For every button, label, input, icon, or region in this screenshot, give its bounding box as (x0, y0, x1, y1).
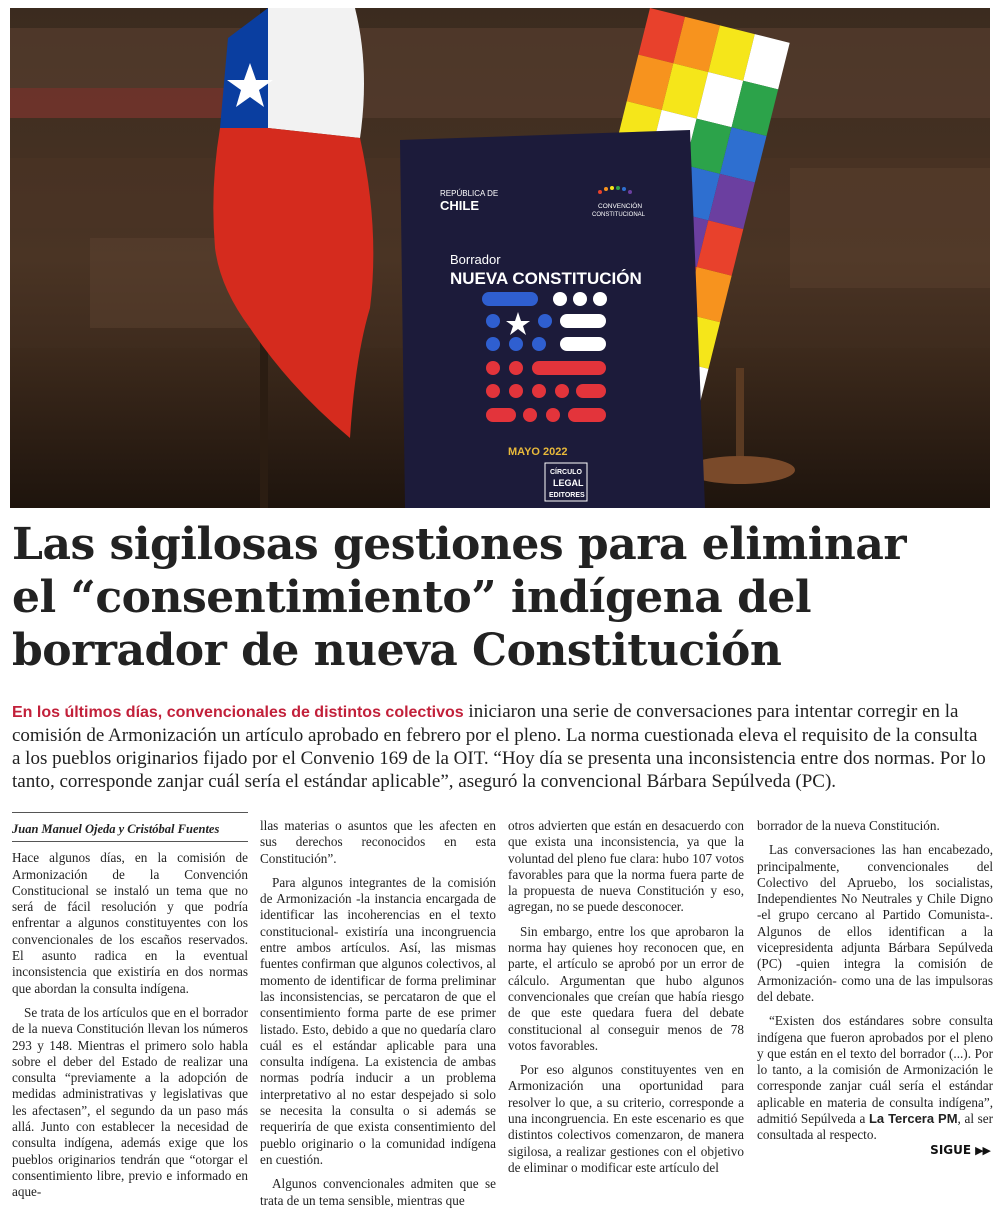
book-date: MAYO 2022 (508, 446, 568, 458)
byline: Juan Manuel Ojeda y Cristóbal Fuentes (12, 821, 248, 842)
body-paragraph: Por eso algunos constituyentes ven en Armonización una oportunidad para resolver lo que, a su criterio, corresponde a una incongruencia. En este escenario es que distintos colectivos comenzaron, de manera sigilosa, a realizar gestiones con el objetivo de eliminar o modificar este artículo del (508, 1062, 744, 1175)
body-paragraph: Para algunos integrantes de la comisión de Armonización -la instancia encargada de identificar las incoherencias en el texto constitucional- existiría una incongruencia entre ambos artículos. Así, las mismas fuentes confirman que algunos colectivos, al momento de identificar de forma preliminar las inconsistencias, se percataron de que el consentimiento forma parte de ese primer listado. Esto, debido a que no quedaría claro cuál es el estándar aplicable para una consulta indígena. La existencia de ambas normas podría inducir a un problema interpretativo al no estar despejado si solo se necesita la consulta o si además se requeriría de que exista consentimiento del pueblo originario o la comunidad indígena en cuestión. (260, 874, 496, 1167)
book-publisher-top: REPÚBLICA DE (440, 189, 499, 198)
body-paragraph: Se trata de los artículos que en el borrador de la nueva Constitución llevan los números 293 y 148. Mientras el primero solo habla sobre el deber del Estado de realizar una consulta “previamente a la adopción de medidas administrativas y legislativas que les afectasen”, el segundo da un paso más allá. Junto con establecer la necesidad de consulta indígena, además exige que los pueblos originarios tendrán que “otorgar el consentimiento libre, previo e informado en aque- (12, 1004, 248, 1200)
book-editor-line2: LEGAL (553, 478, 584, 488)
column-3 (508, 818, 744, 1176)
book-subtitle: Borrador (450, 252, 501, 267)
body-paragraph: Hace algunos días, en la comisión de Armonización de la Convención Constitucional se instaló un tema que no será de fácil resolución y que podría enfrentar a algunos constituyentes con los convencionales de los escaños reservados. El asunto radica en la eventual inconsistencia que existiría en dos normas que abordan la consulta indígena. (12, 850, 248, 996)
book-title: NUEVA CONSTITUCIÓN (450, 269, 642, 288)
lead-text: iniciaron una serie de conversaciones para intentar corregir en la comisión de Armonización un artículo aprobado en febrero por el pleno. La norma cuestionada eleva el requisito de la consulta a los pueblos originarios fijado por el Convenio 169 de la OIT. “Hoy día se presenta una inconsistencia entre dos normas. Por lo tanto, corresponde zanjar cuál sería el estándar aplicable”, aseguró la convencional Bárbara Sepúlveda (PC). (12, 701, 986, 792)
body-paragraph: Algunos convencionales admiten que se trata de un tema sensible, mientras que (260, 1176, 496, 1208)
byline-rule (12, 812, 248, 813)
headline-line-2: el “consentimiento” indígena del (12, 572, 812, 623)
article-photo (10, 8, 990, 508)
column-2 (260, 818, 496, 1209)
body-paragraph: borrador de la nueva Constitución. (757, 818, 940, 833)
body-paragraph: llas materias o asuntos que les afecten en sus derechos reconocidos en esta Constitución”. (260, 818, 496, 866)
book-editor-line1: CÍRCULO (550, 469, 582, 476)
book-logo-line1: CONVENCIÓN (598, 203, 643, 210)
book-editor-line3: EDITORES (549, 492, 585, 499)
book-publisher: CHILE (440, 198, 479, 213)
body-paragraph: Las conversaciones las han encabezado, principalmente, convencionales del Colectivo del Apruebo, los socialistas, Independientes No Neutrales y Chile Digno -el grupo cercano al Partido Comunista-. Algunos de ellos identifican a la vicepresidenta adjunta Bárbara Sepúlveda (PC) -quien integra la comisión de Armonización- como una de las impulsoras del debate. (757, 842, 993, 1004)
headline-line-1: Las sigilosas gestiones para eliminar (12, 519, 907, 570)
book-logo-line2: CONSTITUCIONAL (592, 212, 646, 218)
lead-paragraph (12, 700, 988, 793)
body-paragraph-quote (757, 1013, 993, 1143)
column-4 (757, 818, 993, 1144)
constitution-book (400, 130, 705, 508)
source-name: La Tercera PM (868, 1111, 958, 1127)
headline (12, 518, 982, 677)
double-arrow-right-icon: ▶▶ (975, 1143, 990, 1157)
lead-kicker: En los últimos días, convencionales de distintos colectivos (12, 704, 464, 721)
continue-label: SIGUE (930, 1143, 972, 1157)
column-1 (12, 821, 248, 1201)
continue-marker[interactable] (930, 1143, 990, 1157)
headline-line-3: borrador de nueva Constitución (12, 625, 782, 676)
quote-text-end: , al ser consultada al respecto. (757, 1111, 993, 1143)
quote-text: “Existen dos estándares sobre consulta indígena que fueron aprobados por el pleno y que están en el texto del borrador (...). Por lo tanto, a la comisión de Armonización le corresponde zanjar cuál sería el estándar aplicable en materia de consulta indígena”, admitió Sepúlveda a (757, 1013, 993, 1127)
body-paragraph: otros advierten que están en desacuerdo con que exista una inconsistencia, ya que la voluntad del pleno fue clara: hubo 107 votos favorables para que la norma fuera parte de la propuesta de nueva Constitución y eso, agregan, no se puede desconocer. (508, 818, 744, 915)
body-paragraph: Sin embargo, entre los que aprobaron la norma hay quienes hoy reconocen que, en parte, el artículo se aprobó por un error de cálculo. Argumentan que hubo algunos convencionales que creían que había riesgo de que este quedara fuera del debate constitucional al conseguir menos de 78 votos favorables. (508, 923, 744, 1053)
